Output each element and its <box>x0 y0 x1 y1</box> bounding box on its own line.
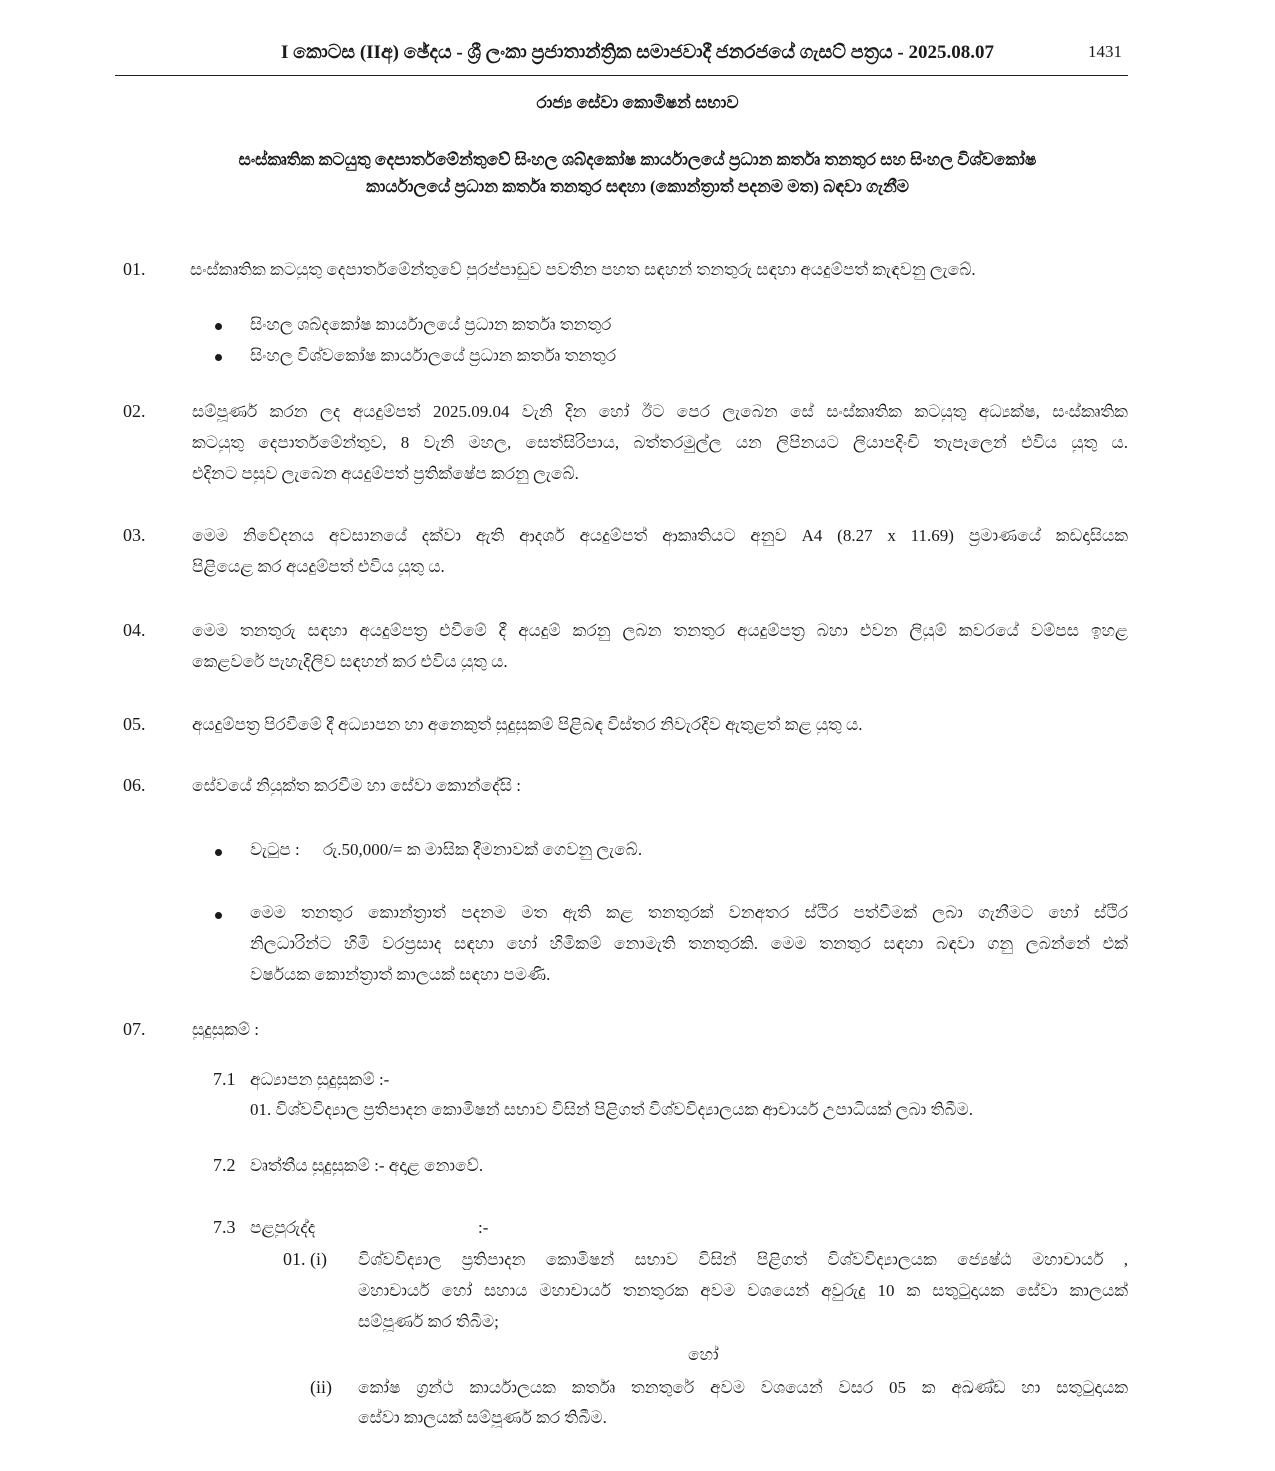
list-item: නිලධාරින්ට හිමි වරප්‍රසාද සඳහා හෝ හිමිකම් නොමැති තනතුරකි. මෙම තනතුර සඳහා බඳවා ගනු ලබන්නේ එක් <box>250 934 1128 953</box>
bullet-icon <box>215 849 222 856</box>
section-text: මෙම නිවේදනය අවසානයේ දක්වා ඇති ආදර්ශ අයදුම්පත් ආකෘතියට අනුව A4 (8.27 x 11.69) ප්‍රමාණයේ කඩදාසියක <box>192 526 1128 545</box>
experience-text: කෝෂ ග්‍රන්ථ කාර්යාලයක කර්තෘ තනතුරේ අවම වශයෙන් වසර 05 ක අඛණ්ඩ හා සතුටුදායක <box>358 1378 1128 1397</box>
bullet-icon <box>215 354 222 361</box>
section-text: අයදුම්පත්‍ර පිරවීමේ දී අධ්‍යාපන හා අනෙකුත් සුදුසුකම් පිළිබඳ විස්තර නිවැරදිව ඇතුළත් කළ යුතු ය. <box>192 715 863 734</box>
item-number: (ii) <box>310 1377 332 1397</box>
item-number: 01. (i) <box>283 1249 327 1269</box>
section-number: 01. <box>123 259 146 279</box>
subsection-label: වෘත්තීය සුදුසුකම් :- අදාළ නොවේ. <box>250 1156 484 1175</box>
section-number: 03. <box>123 525 146 545</box>
section-number: 05. <box>123 714 146 734</box>
section-text: මෙම තනතුරු සඳහා අයදුම්පත්‍ර එවීමේ දී අයදුම් කරනු ලබන තනතුර අයදුම්පත්‍ර බහා එවන ලියුම් කවරයේ වම්පස ඉහළ <box>192 621 1128 640</box>
bullet-icon <box>215 323 222 330</box>
list-item: වර්ෂයක කොන්ත්‍රාත් කාලයක් සඳහා පමණි. <box>250 965 551 984</box>
subsection-number: 7.3 <box>213 1217 236 1237</box>
subsection-label: පළපුරුද්ද <box>250 1218 316 1237</box>
qualification-item: 01. විශ්වවිද්‍යාල ප්‍රතිපාදන කොමිෂන් සභාව විසින් පිළිගත් විශ්වවිද්‍යාලයක ආචාර්ය උපාධියක් ලබා තිබීම. <box>250 1100 974 1119</box>
section-number: 02. <box>123 401 146 421</box>
section-text: සංස්කෘතික කටයුතු දෙපාර්තමේන්තුවේ පුරප්පාඩුව පවතින පහත සඳහන් තනතුරු සඳහා අයදුම්පත් කැඳවනු ලැබේ. <box>190 260 976 279</box>
experience-text: සේවා කාලයක් සම්පූර්ණ කර තිබීම. <box>358 1408 607 1427</box>
issuer-title: රාජ්‍ය සේවා කොමිෂන් සභාව <box>536 93 739 112</box>
header-divider <box>115 75 1128 76</box>
experience-text: විශ්වවිද්‍යාල ප්‍රතිපාදන කොමිෂන් සභාව විසින් පිළිගත් විශ්වවිද්‍යාලයක ජ්‍යෙෂ්ඨ මහාචාර්ය , <box>358 1250 1128 1269</box>
section-text: එදිනට පසුව ලැබෙන අයදුම්පත් ප්‍රතික්ෂේප කරනු ලැබේ. <box>192 464 579 483</box>
section-text: කටයුතු දෙපාර්තමේන්තුව, 8 වැනි මහල, සෙත්සිරිපාය, බත්තරමුල්ල යන ලිපිනයට ලියාපදිංචි තැපෑලෙන් එවිය යුතු ය. <box>192 433 1128 452</box>
list-item: මෙම තනතුර කොන්ත්‍රාත් පදනම මත ඇති කළ තනතුරක් වනඅතර ස්ථිර පත්වීමක් ලබා ගැනීමට හෝ ස්ථිර <box>250 903 1128 922</box>
subsection-number: 7.2 <box>213 1155 236 1175</box>
section-number: 07. <box>123 1019 146 1039</box>
section-text: පිළියෙළ කර අයදුම්පත් එවිය යුතු ය. <box>192 557 445 576</box>
salary-label: වැටුප : <box>250 840 300 859</box>
section-text: සේවයේ නියුක්ත කරවීම හා සේවා කොන්දේසි : <box>192 776 521 795</box>
list-item: සිංහල විශ්වකෝෂ කාර්යාලයේ ප්‍රධාන කර්තෘ තනතුර <box>250 346 617 365</box>
or-separator: හෝ <box>688 1345 719 1364</box>
experience-text: මහාචාර්ය හෝ සහාය මහාචාර්ය තනතුරක අවම වශයෙන් අවුරුදු 10 ක සතුටුදායක සේවා කාලයක් <box>358 1281 1128 1300</box>
bullet-icon <box>215 912 222 919</box>
subsection-number: 7.1 <box>213 1069 236 1089</box>
section-number: 06. <box>123 775 146 795</box>
notice-subtitle-line: කාර්යාලයේ ප්‍රධාන කර්තෘ තනතුර සඳහා (කොන්ත්‍රාත් පදනම මත) බඳවා ගැනීම <box>366 177 909 196</box>
subsection-colon: :- <box>478 1218 489 1237</box>
section-text: සම්පූර්ණ කරන ලද අයදුම්පත් 2025.09.04 වැනි දින හෝ ඊට පෙර ලැබෙන සේ සංස්කෘතික කටයුතු අධ්‍යක්ෂ, සංස්කෘතික <box>192 402 1128 421</box>
list-item: සිංහල ශබ්දකෝෂ කාර්යාලයේ ප්‍රධාන කර්තෘ තනතුර <box>250 315 612 334</box>
experience-text: සම්පූර්ණ කර තිබීම; <box>358 1312 499 1331</box>
section-text: සුදුසුකම් : <box>192 1020 259 1039</box>
subsection-label: අධ්‍යාපන සුදුසුකම් :- <box>250 1070 390 1089</box>
section-number: 04. <box>123 620 146 640</box>
section-text: කෙළවරේ පැහැදිලිව සඳහන් කර එවිය යුතු ය. <box>192 652 508 671</box>
page-number: 1431 <box>1088 42 1122 61</box>
notice-subtitle-line: සංස්කෘතික කටයුතු දෙපාර්තමේන්තුවේ සිංහල ශබ්දකෝෂ කාර්යාලයේ ප්‍රධාන කර්තෘ තනතුර සහ සිංහල විශ්වකෝෂ <box>238 150 1037 169</box>
running-header: I කොටස (IIඅ) ඡේදය - ශ්‍රී ලංකා ප්‍රජාතාන්ත්‍රික සමාජවාදී ජනරජයේ ගැසට් පත්‍රය - 2025.08.07 <box>281 42 994 63</box>
salary-text: රු.50,000/= ක මාසික දීමනාවක් ගෙවනු ලැබේ. <box>323 840 643 859</box>
